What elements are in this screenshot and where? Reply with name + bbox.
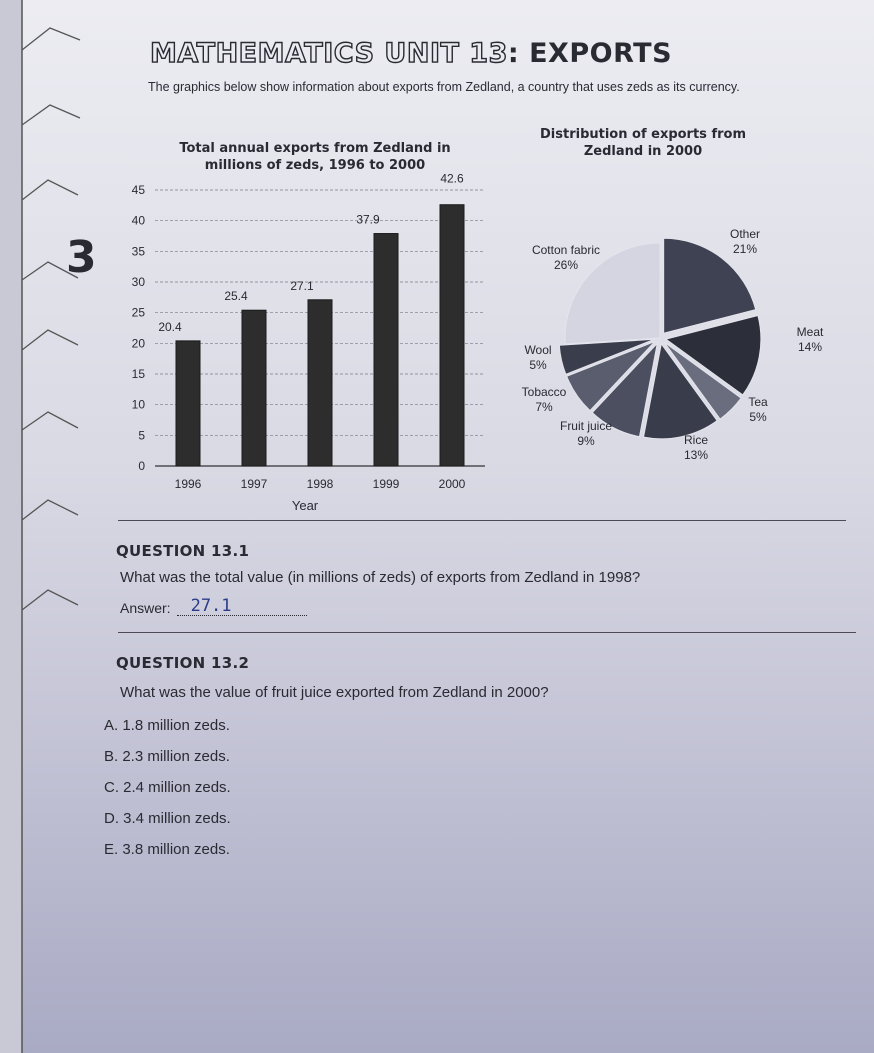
x-tick-label: 1999 xyxy=(372,477,400,491)
x-tick-label: 1998 xyxy=(306,477,334,491)
y-tick-label: 15 xyxy=(131,367,145,381)
y-tick-label: 40 xyxy=(131,213,145,228)
bar-value-label: 27.1 xyxy=(290,278,314,293)
question-13-2-title: QUESTION 13.2 xyxy=(116,654,250,672)
bar-value-label: 42.6 xyxy=(440,171,464,186)
pie-slice xyxy=(565,243,660,344)
y-tick-label: 0 xyxy=(138,459,145,473)
pie-slice-label: Fruit juice xyxy=(559,419,613,433)
side-page-mark: 3 xyxy=(66,232,97,283)
bar-value-label: 20.4 xyxy=(158,319,182,334)
bar-chart-y-ticks xyxy=(132,183,146,473)
bar xyxy=(308,300,332,466)
pie-slice-percent: 21% xyxy=(732,242,758,256)
unit-title xyxy=(150,38,672,69)
pie-chart-slices xyxy=(559,238,761,439)
x-tick-label: 2000 xyxy=(438,477,466,491)
pie-slice-label: Cotton fabric xyxy=(531,243,601,257)
option-a[interactable]: A. 1.8 million zeds. xyxy=(104,717,230,734)
option-c[interactable]: C. 2.4 million zeds. xyxy=(104,779,231,796)
binder-edge xyxy=(0,0,95,1053)
pie-slice-label: Tobacco xyxy=(521,385,567,399)
option-e[interactable]: E. 3.8 million zeds. xyxy=(104,841,230,858)
pie-slice-percent: 13% xyxy=(683,448,709,462)
answer-options xyxy=(104,716,231,871)
question-13-1-answer-row xyxy=(120,597,307,616)
option-d[interactable]: D. 3.4 million zeds. xyxy=(104,810,231,827)
option-b[interactable]: B. 2.3 million zeds. xyxy=(104,748,230,765)
pie-slice-percent: 14% xyxy=(797,340,823,354)
pie-slice-label: Rice xyxy=(683,433,709,447)
bar-chart xyxy=(100,170,500,520)
x-tick-label: 1997 xyxy=(240,477,268,491)
section-divider xyxy=(118,632,856,633)
pie-slice-label: Wool xyxy=(524,343,552,357)
bar xyxy=(176,341,200,466)
unit-title-outline: MATHEMATICS UNIT 13 xyxy=(150,38,508,69)
question-13-1-title: QUESTION 13.1 xyxy=(116,542,250,560)
bar xyxy=(374,234,398,466)
y-tick-label: 35 xyxy=(131,244,145,259)
pie-slice-percent: 26% xyxy=(553,258,579,272)
pie-chart xyxy=(500,210,840,490)
y-tick-label: 45 xyxy=(131,183,145,197)
x-tick-label: 1996 xyxy=(174,477,202,491)
pie-slice-label: Tea xyxy=(748,395,768,409)
pie-slice-percent: 5% xyxy=(529,358,547,372)
question-13-1-text: What was the total value (in millions of zeds) of exports from Zedland in 1998? xyxy=(120,569,641,586)
y-tick-label: 20 xyxy=(131,336,145,351)
bar-value-label: 25.4 xyxy=(224,289,248,304)
y-tick-label: 30 xyxy=(131,275,145,289)
answer-field[interactable]: 27.1 xyxy=(177,597,307,616)
intro-text: The graphics below show information about exports from Zedland, a country that uses zeds as its currency. xyxy=(148,80,740,94)
pie-slice-percent: 5% xyxy=(749,410,767,424)
bar-chart-title: Total annual exports from Zedland in millions of zeds, 1996 to 2000 xyxy=(179,141,451,173)
pie-slice-percent: 7% xyxy=(535,400,553,414)
bar xyxy=(440,205,464,466)
section-divider xyxy=(118,520,846,521)
question-13-2-text: What was the value of fruit juice exported from Zedland in 2000? xyxy=(120,684,549,701)
answer-label: Answer: xyxy=(120,600,171,616)
bar-chart-x-label: Year xyxy=(291,498,319,513)
y-tick-label: 5 xyxy=(138,428,145,443)
bar-chart-x-ticks xyxy=(175,477,466,491)
bar-value-label: 37.9 xyxy=(356,212,380,227)
y-tick-label: 25 xyxy=(131,305,145,320)
pie-chart-title: Distribution of exports from Zedland in 2000 xyxy=(540,127,746,159)
unit-title-rest: : EXPORTS xyxy=(507,38,673,69)
bar xyxy=(242,310,266,466)
pie-slice-label: Other xyxy=(729,227,761,241)
bar-chart-bars xyxy=(158,172,464,466)
y-tick-label: 10 xyxy=(131,397,145,412)
pie-slice-label: Meat xyxy=(796,325,824,339)
pie-slice-percent: 9% xyxy=(577,434,595,448)
